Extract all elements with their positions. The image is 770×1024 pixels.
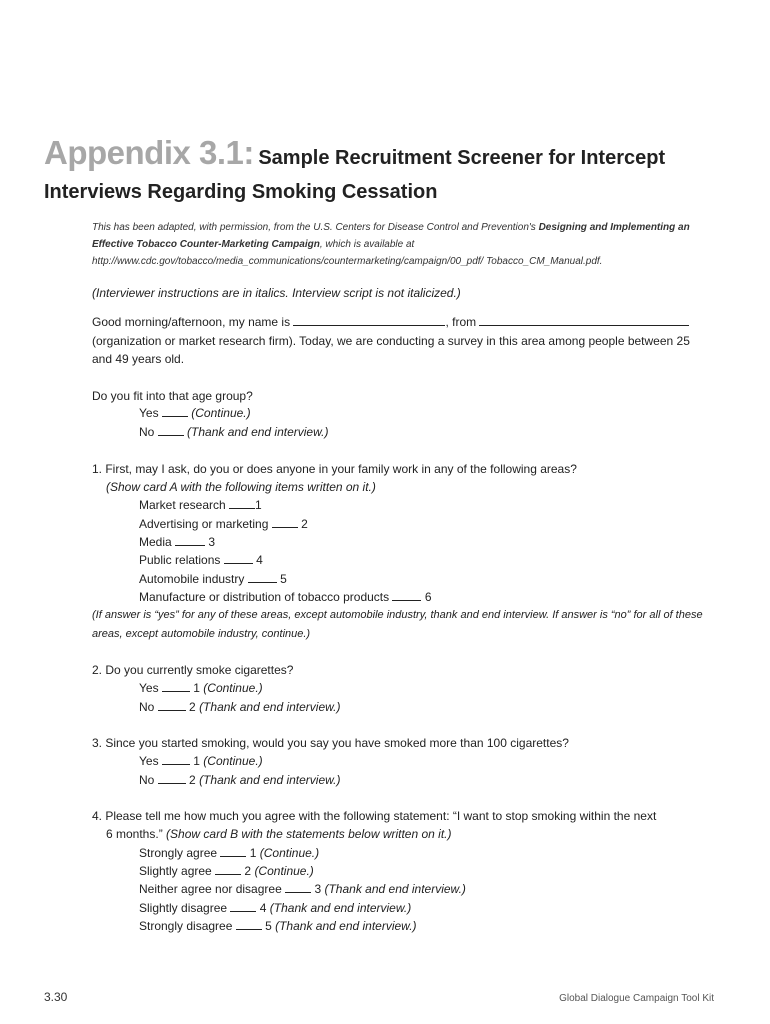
q0-question: Do you fit into that age group? [92, 389, 253, 403]
answer-blank [392, 590, 421, 601]
from-text: , from [445, 315, 477, 329]
answer-blank [175, 535, 205, 546]
q2-yes-option [139, 679, 263, 697]
item-label: Manufacture or distribution of tobacco products [139, 590, 390, 604]
item-label: Slightly agree [139, 864, 212, 878]
item-code: 5 [280, 572, 287, 586]
option-note: (Thank and end interview.) [199, 773, 341, 787]
item-code: 3 [208, 535, 216, 549]
credit-prefix: This has been adapted, with permission, from the U.S. Centers for Disease Control and Prevention's [92, 222, 539, 233]
answer-blank [215, 864, 241, 875]
q1-item [139, 551, 263, 569]
answer-blank [248, 572, 277, 583]
credit-title: Designing and Implementing an Effective Tobacco Counter-Marketing Campaign [92, 222, 690, 250]
answer-blank [162, 681, 190, 692]
answer-blank [229, 498, 255, 509]
answer-blank [158, 700, 186, 711]
greeting-text: Good morning/afternoon, my name is [92, 315, 291, 329]
option-label: Yes [139, 406, 159, 420]
q1-question: 1. First, may I ask, do you or does anyone in your family work in any of the following areas? [92, 462, 577, 476]
option-code: 2 [189, 700, 196, 714]
item-label: Media [139, 535, 172, 549]
q1-note-line-1: (If answer is “yes” for any of these areas, except automobile industry, thank and end interview. If answer is “no” for all of these [92, 609, 703, 621]
option-label: No [139, 773, 155, 787]
answer-blank [285, 882, 311, 893]
q1-item [139, 570, 287, 588]
q1-card-instruction: (Show card A with the following items written on it.) [106, 480, 376, 494]
option-label: No [139, 700, 155, 714]
item-note: (Continue.) [259, 846, 320, 860]
answer-blank [162, 754, 190, 765]
item-label: Slightly disagree [139, 901, 228, 915]
option-note: (Thank and end interview.) [199, 700, 341, 714]
title-line-1: Sample Recruitment Screener for Intercept [258, 147, 666, 169]
item-label: Automobile industry [139, 572, 245, 586]
option-code: 2 [189, 773, 196, 787]
interviewer-instructions: (Interviewer instructions are in italics. Interview script is not italicized.) [92, 286, 461, 300]
answer-blank [224, 553, 253, 564]
option-note: (Continue.) [203, 754, 263, 768]
option-code: 1 [193, 681, 200, 695]
item-note: (Thank and end interview.) [269, 901, 412, 915]
q3-no-option [139, 771, 340, 789]
q3-question: 3. Since you started smoking, would you say you have smoked more than 100 cigarettes? [92, 736, 569, 750]
intro-line-1 [92, 313, 689, 331]
answer-blank [162, 406, 188, 417]
answer-blank [272, 517, 298, 528]
q4-question-line-2 [106, 825, 452, 843]
q0-yes-option [139, 404, 251, 422]
item-label: Strongly disagree [139, 919, 233, 933]
q2-question: 2. Do you currently smoke cigarettes? [92, 663, 294, 677]
q4-card-instruction: (Show card B with the statements below written on it.) [166, 827, 452, 841]
intro-line-2: (organization or market research firm). Today, we are conducting a survey in this area among people between 25 [92, 334, 690, 348]
item-code: 2 [244, 864, 252, 878]
item-label: Public relations [139, 553, 221, 567]
q1-item [139, 533, 215, 551]
answer-blank [158, 773, 186, 784]
option-note: (Continue.) [191, 406, 251, 420]
organization-blank [479, 315, 689, 326]
option-note: (Thank and end interview.) [187, 425, 329, 439]
item-note: (Thank and end interview.) [275, 919, 417, 933]
answer-blank [236, 919, 262, 930]
intro-line-3: and 49 years old. [92, 352, 185, 366]
option-label: Yes [139, 681, 159, 695]
source-credit [92, 219, 692, 270]
q1-item [139, 515, 308, 533]
page-title [44, 134, 744, 207]
item-label: Neither agree nor disagree [139, 882, 282, 896]
item-code: 5 [265, 919, 272, 933]
answer-blank [230, 901, 256, 912]
question-text: 6 months.” [106, 827, 163, 841]
item-note: (Continue.) [254, 864, 314, 878]
footer-kit-name: Global Dialogue Campaign Tool Kit [559, 993, 714, 1004]
option-note: (Continue.) [203, 681, 263, 695]
answer-blank [220, 846, 246, 857]
item-label: Advertising or marketing [139, 517, 269, 531]
q0-no-option [139, 423, 328, 441]
item-code: 2 [301, 517, 308, 531]
item-code: 6 [424, 590, 432, 604]
q2-no-option [139, 698, 340, 716]
q4-item [139, 844, 319, 862]
item-code: 1 [249, 846, 257, 860]
option-label: Yes [139, 754, 159, 768]
option-label: No [139, 425, 155, 439]
appendix-label: Appendix 3.1: [44, 134, 254, 171]
option-code: 1 [193, 754, 200, 768]
item-code: 4 [256, 553, 263, 567]
item-note: (Thank and end interview.) [324, 882, 466, 896]
item-code: 1 [255, 498, 262, 512]
q4-item [139, 862, 314, 880]
q4-item [139, 880, 466, 898]
item-code: 4 [259, 901, 267, 915]
item-label: Market research [139, 498, 226, 512]
q4-item [139, 899, 411, 917]
credit-suffix: , which is available at http://www.cdc.gov/tobacco/media_communications/countermarketing/campaign/00_pdf/ Tobacco_CM_Manual.pdf. [92, 239, 603, 267]
title-line-2: Interviews Regarding Smoking Cessation [44, 181, 438, 203]
page-number: 3.30 [44, 990, 68, 1004]
name-blank [293, 315, 445, 326]
item-label: Strongly agree [139, 846, 218, 860]
q1-item [139, 496, 262, 514]
item-code: 3 [314, 882, 322, 896]
q3-yes-option [139, 752, 263, 770]
answer-blank [158, 425, 184, 436]
q4-question-line-1: 4. Please tell me how much you agree with the following statement: “I want to stop smoking within the next [92, 809, 657, 823]
q1-note-line-2: areas, except automobile industry, continue.) [92, 628, 311, 640]
q4-item [139, 917, 417, 935]
q1-item [139, 588, 432, 606]
